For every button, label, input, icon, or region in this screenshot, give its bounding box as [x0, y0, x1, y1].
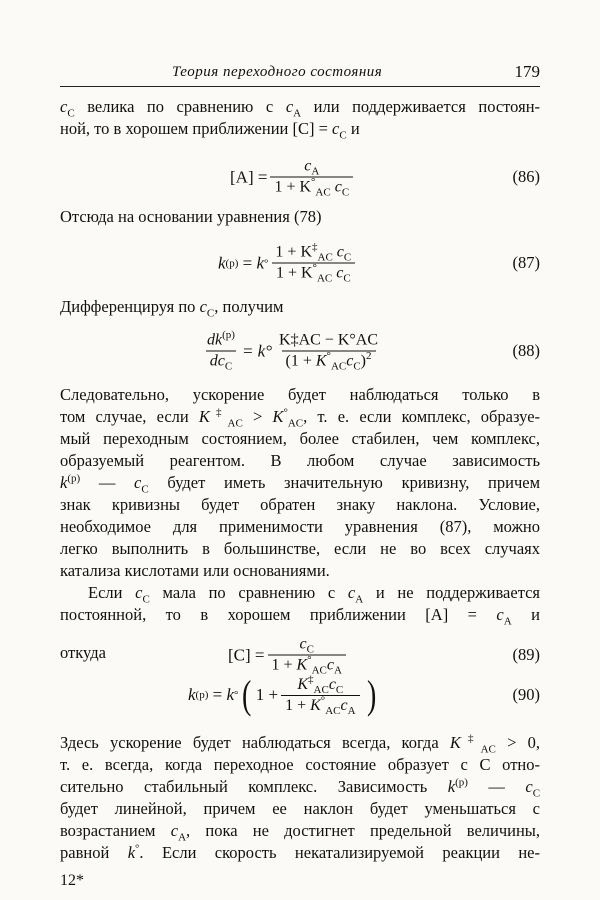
text-line: Отсюда на основании уравнения (78): [60, 207, 322, 226]
text-line: сительно стабильный комплекс. Зависимость $k^{(p)}$ — $c_C$: [60, 776, 541, 800]
page-header: [60, 64, 540, 88]
equation-label: (87): [512, 253, 540, 272]
equation-label: (88): [512, 341, 540, 360]
header-rule: [60, 86, 540, 87]
formula-90: k (p) = k ° ( 1 + $\frac{K^\ddagger_{AC}c_C}{1 + K^\circ_{AC}c_A}$ ): [188, 672, 376, 717]
text-line: катализа кислотами или основаниями.: [60, 561, 330, 580]
text-line: постоянной, то в хорошем приближении $[A] = c_A$ и: [60, 605, 540, 628]
text-line: необходимое для применимости уравнения (87), можно: [60, 517, 540, 536]
text-line: образуемый реагентом. В любом случае зависимость: [60, 451, 540, 470]
equation-88: [60, 316, 540, 386]
formula-87: k (p) = k ° $\frac{1 + K^\ddagger_{AC} c_C}{1 + K^\circ_{AC} c_C}$: [218, 244, 358, 283]
text-line: Здесь ускорение будет наблюдаться всегда, когда $K^\ddagger_{AC} > 0$,: [60, 732, 541, 756]
text-line: возрастанием $c_A$, пока не достигнет предельной величины,: [60, 821, 541, 844]
equation-label: (86): [512, 167, 540, 186]
text-line: равной k°. Если скорость некатализируемой реакции не-: [60, 842, 540, 862]
text-line: будет линейной, причем ее наклон будет уменьшаться с: [60, 799, 540, 818]
text-line: т. е. всегда, когда переходное состояние образует с C отно-: [60, 755, 540, 774]
text-line: легко выполнить в большинстве, если не во всех случаях: [60, 539, 540, 558]
equation-87: [60, 228, 540, 298]
text-line: $k^{(p)}$ — $c_C$ будет иметь значительную кривизну, причем: [60, 472, 541, 496]
text-line: ной, то в хорошем приближении $[C] = c_C$ и: [60, 119, 360, 142]
running-title: Теория переходного состояния: [172, 64, 383, 80]
text-line: Следовательно, ускорение будет наблюдаться только в: [60, 385, 540, 404]
formula-86: [A] = $\frac{c_A}{1 + K^\circ_{AC} c_C}$: [230, 158, 356, 197]
page-number: 179: [514, 62, 540, 81]
text-line: мый переходным состоянием, более стабилен, чем комплекс,: [60, 429, 540, 448]
text-line: Дифференцируя по $c_C$, получим: [60, 297, 284, 320]
text-line: знак кривизны будет обратен знаку наклона. Условие,: [60, 495, 540, 514]
formula-88: $\frac{dk^{(p)}}{dc_C}$ = k° $\frac{K\ddagger AC - K^\circ AC}{(1 + K^\circ_{AC}c_C)^2}$: [207, 329, 378, 373]
text-line: том случае, если $K^\ddagger_{AC} > K^\circ_{AC}$, т. е. если комплекс, образуе-: [60, 406, 541, 430]
equation-label: (90): [512, 685, 540, 704]
printer-signature: 12*: [60, 872, 84, 889]
equation-label: (89): [512, 645, 540, 664]
equation-90: [60, 660, 540, 730]
formula-89: [C] = $\frac{c_C}{1 + K^\circ_{AC}c_A}$: [228, 636, 349, 675]
text-line: Если $c_C$ мала по сравнению с $c_A$ и не поддерживается: [88, 583, 541, 606]
text-line: откуда: [60, 643, 106, 662]
text-line: $c_C$ велика по сравнению с $c_A$ или поддерживается постоян-: [60, 97, 541, 120]
equation-86: [60, 142, 540, 212]
